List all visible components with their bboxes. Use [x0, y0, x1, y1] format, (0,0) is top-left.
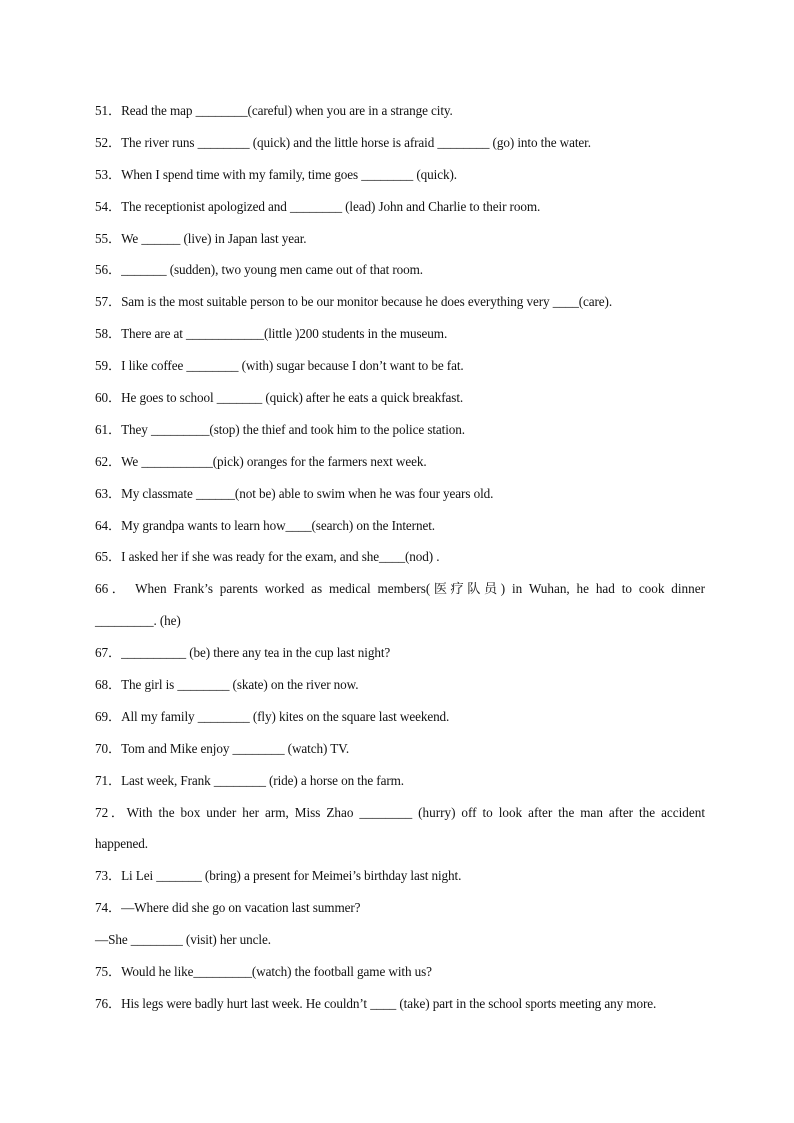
question-73: 73．Li Lei _______ (bring) a present for Meimei’s birthday last night.: [95, 868, 462, 884]
question-75: 75．Would he like_________(watch) the football game with us?: [95, 964, 432, 980]
question-60: 60．He goes to school _______ (quick) after he eats a quick breakfast.: [95, 390, 464, 406]
question-72-line-2: happened.: [95, 836, 148, 852]
question-70: 70．Tom and Mike enjoy ________ (watch) TV.: [95, 740, 350, 756]
question-55: 55．We ______ (live) in Japan last year.: [95, 230, 307, 246]
question-61: 61．They _________(stop) the thief and took him to the police station.: [95, 421, 465, 437]
question-66-line-2: _________. (he): [95, 613, 181, 629]
question-71: 71．Last week, Frank ________ (ride) a horse on the farm.: [95, 772, 404, 788]
question-59: 59．I like coffee ________ (with) sugar because I don’t want to be fat.: [95, 358, 464, 374]
question-74-line-1: 74．—Where did she go on vacation last summer?: [95, 900, 361, 916]
question-72-line-1: 72．With the box under her arm, Miss Zhao ________ (hurry) off to look after the man after the accident: [95, 804, 705, 820]
question-56: 56．_______ (sudden), two young men came out of that room.: [95, 262, 423, 278]
question-67: 67．__________ (be) there any tea in the cup last night?: [95, 645, 391, 661]
question-58: 58．There are at ____________(little )200 students in the museum.: [95, 326, 448, 342]
question-65: 65．I asked her if she was ready for the exam, and she____(nod) .: [95, 549, 440, 565]
question-63: 63．My classmate ______(not be) able to swim when he was four years old.: [95, 485, 494, 501]
question-54: 54．The receptionist apologized and ________ (lead) John and Charlie to their room.: [95, 198, 541, 214]
question-62: 62．We ___________(pick) oranges for the farmers next week.: [95, 453, 427, 469]
question-52: 52．The river runs ________ (quick) and the little horse is afraid ________ (go) into the water.: [95, 134, 591, 150]
question-51: 51．Read the map ________(careful) when you are in a strange city.: [95, 103, 453, 118]
question-74-line-2: —She ________ (visit) her uncle.: [95, 932, 271, 948]
question-68: 68．The girl is ________ (skate) on the river now.: [95, 677, 359, 693]
question-69: 69．All my family ________ (fly) kites on the square last weekend.: [95, 708, 450, 724]
question-64: 64．My grandpa wants to learn how____(search) on the Internet.: [95, 517, 435, 533]
question-57: 57．Sam is the most suitable person to be our monitor because he does everything very ____(care).: [95, 294, 613, 310]
question-66-line-1: 66． When Frank’s parents worked as medical members(医疗队员) in Wuhan, he had to cook dinner: [95, 581, 705, 597]
question-53: 53．When I spend time with my family, time goes ________ (quick).: [95, 166, 457, 182]
question-76: 76．His legs were badly hurt last week. He couldn’t ____ (take) part in the school sports meeting any more.: [95, 995, 657, 1011]
question-list: [95, 99, 705, 1024]
